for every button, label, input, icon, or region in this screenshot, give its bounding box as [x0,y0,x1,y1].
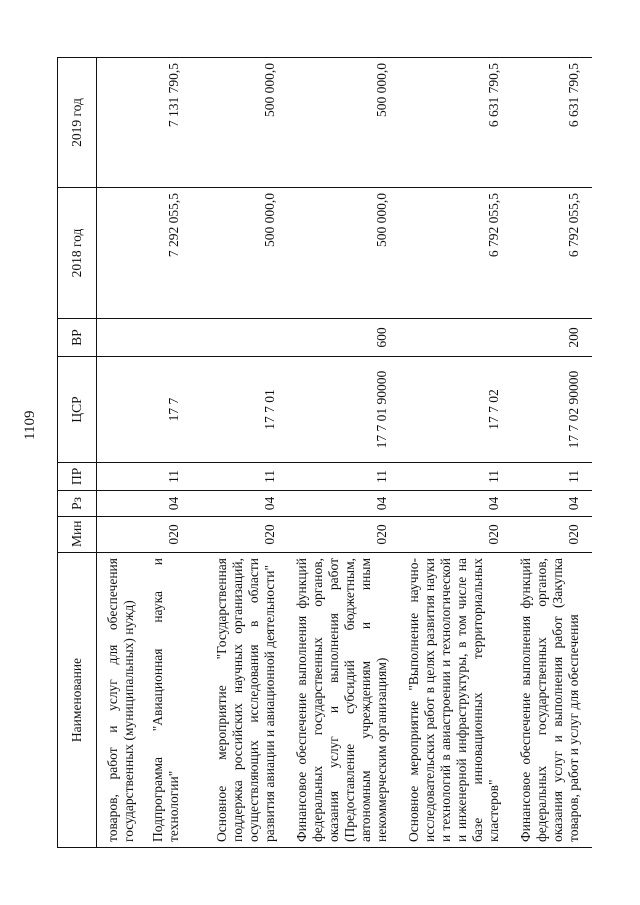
row-2018: 6 792 055,5 [512,188,592,319]
table-row [147,58,192,848]
row-name: Основное мероприятие "Выполнение научно-исследовательских работ в целях развития науки и технологий в авиастроении и технологической и инженерной инфраструктуры, в том числе на базе инновационных территориальных кластеров" [400,553,512,848]
row-vr [97,319,147,357]
row-min: 020 [147,517,192,553]
header-name: Наименование [58,553,97,848]
row-csr: 17 7 02 [400,357,512,463]
row-rz: 04 [400,491,512,517]
header-2019: 2019 год [58,58,97,188]
row-rz: 04 [147,491,192,517]
table-row [512,58,592,848]
row-vr [147,319,192,357]
table-row [97,58,147,848]
row-pr: 11 [192,463,288,491]
row-rz [97,491,147,517]
row-2019: 500 000,0 [288,58,400,188]
row-min: 020 [512,517,592,553]
row-min: 020 [192,517,288,553]
row-name: Подпрограмма "Авиационная наука и технологии" [147,553,192,848]
row-vr [192,319,288,357]
row-rz: 04 [288,491,400,517]
row-2018: 500 000,0 [192,188,288,319]
row-vr [400,319,512,357]
table-row [192,58,288,848]
row-min: 020 [288,517,400,553]
header-rz: Рз [58,491,97,517]
header-min: Мин [58,517,97,553]
row-pr: 11 [512,463,592,491]
row-2019: 500 000,0 [192,58,288,188]
row-rz: 04 [192,491,288,517]
row-2019: 6 631 790,5 [512,58,592,188]
row-name: товаров, работ и услуг для обеспечения государственных (муниципальных) нужд) [97,553,147,848]
row-2018: 7 292 055,5 [147,188,192,319]
header-pr: ПР [58,463,97,491]
row-2019 [97,58,147,188]
row-csr [97,357,147,463]
row-min [97,517,147,553]
row-name: Финансовое обеспечение выполнения функций федеральных государственных органов, оказания услуг и выполнения работ (Закупка товаров, работ и услуг для обеспечения [512,553,592,848]
row-pr: 11 [288,463,400,491]
page-number: 1109 [22,410,38,440]
table-header-row [58,58,97,848]
row-2019: 6 631 790,5 [400,58,512,188]
row-csr: 17 7 01 [192,357,288,463]
row-pr: 11 [147,463,192,491]
row-2018: 500 000,0 [288,188,400,319]
table-row [288,58,400,848]
header-2018: 2018 год [58,188,97,319]
row-rz: 04 [512,491,592,517]
table-row [400,58,512,848]
row-pr: 11 [400,463,512,491]
row-name: Основное мероприятие "Государственная поддержка российских научных организаций, осуществляющих исследования в области развития авиации и авиационной деятельности" [192,553,288,848]
header-vr: ВР [58,319,97,357]
row-min: 020 [400,517,512,553]
row-2019: 7 131 790,5 [147,58,192,188]
header-csr: ЦСР [58,357,97,463]
row-2018: 6 792 055,5 [400,188,512,319]
row-csr: 17 7 01 90000 [288,357,400,463]
budget-table [57,57,592,848]
row-csr: 17 7 [147,357,192,463]
row-name: Финансовое обеспечение выполнения функций федеральных государственных органов, оказания услуг и выполнения работ (Предоставление субсидий бюджетным, автономным учреждениям и иным некоммерческим организациям) [288,553,400,848]
row-csr: 17 7 02 90000 [512,357,592,463]
rotated-table-container [57,58,595,848]
row-2018 [97,188,147,319]
row-vr: 200 [512,319,592,357]
row-pr [97,463,147,491]
row-vr: 600 [288,319,400,357]
